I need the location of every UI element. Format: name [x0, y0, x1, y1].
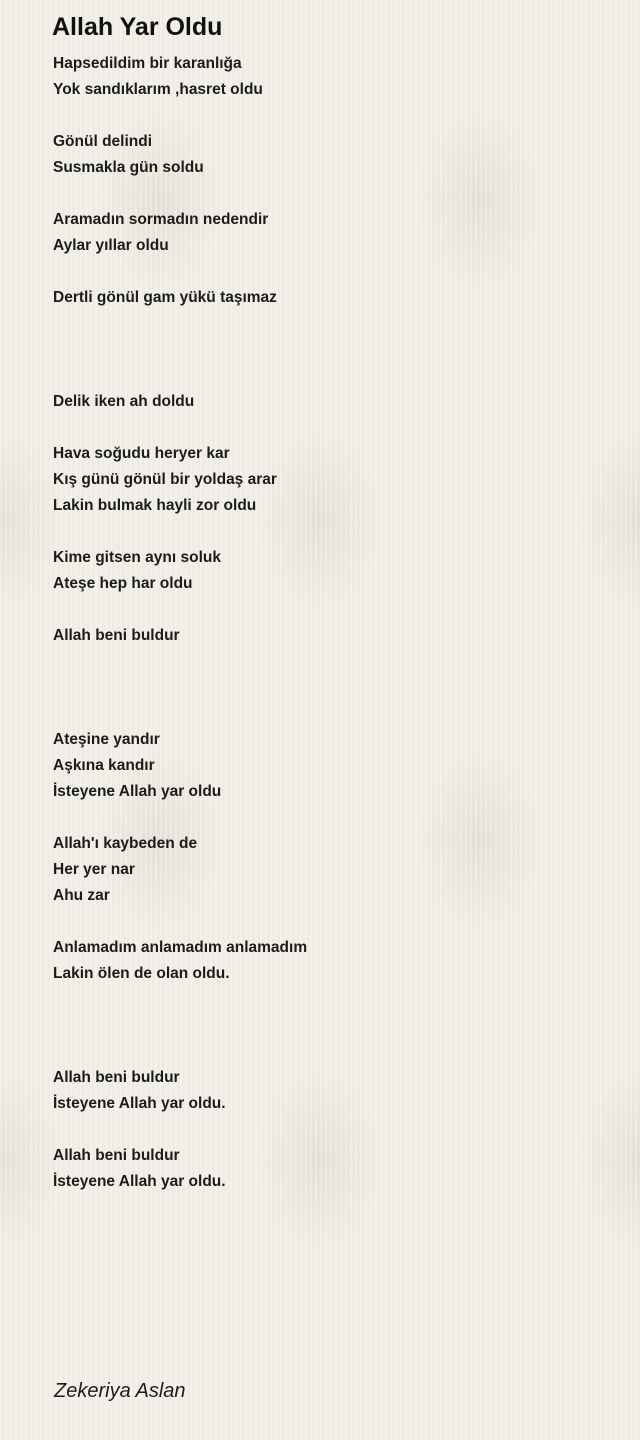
- poem-line: Gönül delindi: [53, 133, 153, 150]
- poem-title: Allah Yar Oldu: [52, 13, 223, 41]
- stanza: [53, 935, 613, 987]
- stanza: [53, 51, 613, 103]
- stanza-break: [53, 181, 613, 207]
- stanza: [53, 727, 613, 805]
- poem-line: Allah'ı kaybeden de: [53, 835, 198, 852]
- stanza: [53, 831, 613, 909]
- poem-line: Ateşe hep har oldu: [53, 575, 193, 592]
- poem-line: Kış günü gönül bir yoldaş arar: [53, 471, 277, 488]
- stanza-break: [53, 519, 613, 545]
- poem-line: Aşkına kandır: [53, 757, 155, 774]
- poem-line: Allah beni buldur: [53, 627, 180, 644]
- poem-line: Ahu zar: [53, 887, 110, 904]
- stanza-break: [53, 987, 613, 1065]
- stanza-break: [53, 259, 613, 285]
- stanza: [53, 1065, 613, 1117]
- poem-line: Anlamadım anlamadım anlamadım: [53, 939, 308, 956]
- stanza: [53, 207, 613, 259]
- poem-line: Susmakla gün soldu: [53, 159, 204, 176]
- stanza-break: [53, 909, 613, 935]
- stanza-break: [53, 1117, 613, 1143]
- stanza: [53, 441, 613, 519]
- stanza-break: [53, 805, 613, 831]
- stanza-break: [53, 311, 613, 389]
- poem-line: Lakin bulmak hayli zor oldu: [53, 497, 257, 514]
- poem-line: Hapsedildim bir karanlığa: [53, 55, 242, 72]
- poem-line: Yok sandıklarım ,hasret oldu: [53, 81, 263, 98]
- poem-author: Zekeriya Aslan: [54, 1380, 186, 1402]
- poem-line: İsteyene Allah yar oldu.: [53, 1173, 226, 1190]
- poem-line: Allah beni buldur: [53, 1069, 180, 1086]
- poem-line: Aramadın sormadın nedendir: [53, 211, 269, 228]
- poem-line: Dertli gönül gam yükü taşımaz: [53, 289, 277, 306]
- poem-line: İsteyene Allah yar oldu: [53, 783, 222, 800]
- poem-line: İsteyene Allah yar oldu.: [53, 1095, 226, 1112]
- stanza: [53, 623, 613, 649]
- poem-line: Ateşine yandır: [53, 731, 160, 748]
- poem-line: Delik iken ah doldu: [53, 393, 195, 410]
- stanza: [53, 545, 613, 597]
- stanza-break: [53, 597, 613, 623]
- poem-line: Lakin ölen de olan oldu.: [53, 965, 230, 982]
- stanza: [53, 389, 613, 415]
- stanza: [53, 129, 613, 181]
- poem-line: Her yer nar: [53, 861, 135, 878]
- stanza-break: [53, 103, 613, 129]
- poem-line: Kime gitsen aynı soluk: [53, 549, 221, 566]
- poem-line: Aylar yıllar oldu: [53, 237, 169, 254]
- poem-body: [53, 51, 613, 1195]
- stanza: [53, 1143, 613, 1195]
- stanza-break: [53, 415, 613, 441]
- stanza: [53, 285, 613, 311]
- poem-line: Allah beni buldur: [53, 1147, 180, 1164]
- poem-line: Hava soğudu heryer kar: [53, 445, 230, 462]
- stanza-break: [53, 649, 613, 727]
